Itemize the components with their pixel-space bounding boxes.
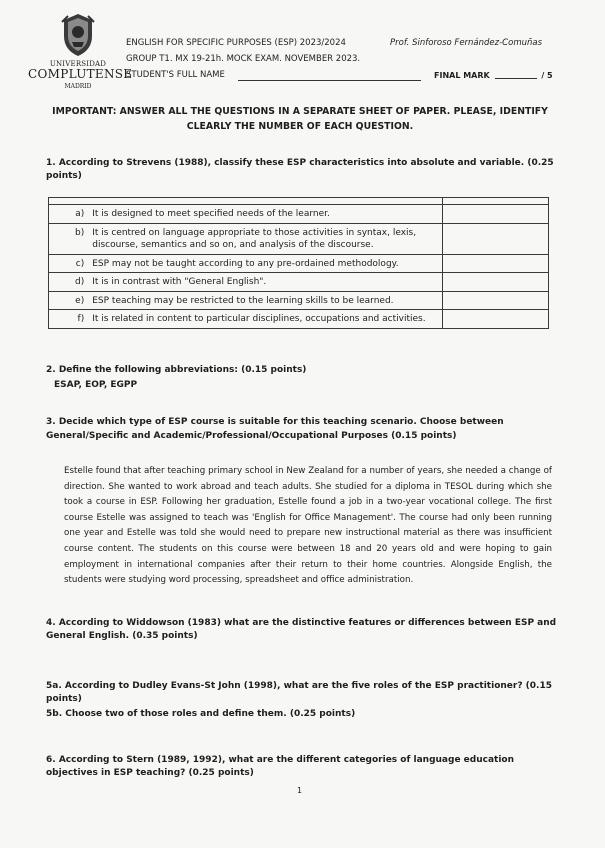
university-crest-icon bbox=[58, 12, 98, 58]
answer-cell[interactable] bbox=[443, 223, 549, 254]
question-4: 4. According to Widdowson (1983) what are the distinctive features or differences between ESP and General English. (0.35 points) bbox=[46, 618, 557, 641]
item-letter: e) bbox=[49, 291, 89, 310]
group-exam-info: GROUP T1. MX 19-21h. MOCK EXAM. NOVEMBER 2023. bbox=[126, 54, 361, 64]
item-letter: b) bbox=[49, 223, 89, 254]
item-text: It is related in content to particular disciplines, occupations and activities. bbox=[88, 310, 442, 329]
item-text: It is in contrast with "General English". bbox=[88, 273, 442, 292]
question-5a: 5a. According to Dudley Evans-St John (1998), what are the five roles of the ESP practitioner? (0.15 points) bbox=[46, 681, 553, 704]
item-text: It is designed to meet specified needs of the learner. bbox=[88, 205, 442, 224]
final-mark-label: FINAL MARK bbox=[434, 71, 490, 80]
item-text: It is centred on language appropriate to those activities in syntax, lexis, discourse, semantics and so on, and analysis of the discourse. bbox=[88, 223, 442, 254]
table-row bbox=[49, 205, 549, 224]
table-row bbox=[49, 223, 549, 254]
question-5b: 5b. Choose two of those roles and define them. (0.25 points) bbox=[46, 709, 356, 719]
question-1: 1. According to Strevens (1988), classify these ESP characteristics into absolute and variable. (0.25 points) bbox=[46, 158, 554, 181]
table-row bbox=[49, 273, 549, 292]
answer-cell[interactable] bbox=[443, 254, 549, 273]
item-text: ESP may not be taught according to any pre-ordained methodology. bbox=[88, 254, 442, 273]
university-name-top: UNIVERSIDAD bbox=[49, 60, 107, 68]
course-title: ENGLISH FOR SPECIFIC PURPOSES (ESP) 2023/2024 bbox=[126, 38, 346, 48]
question-6: 6. According to Stern (1989, 1992), what are the different categories of language education objectives in ESP teaching? (0.25 points) bbox=[46, 755, 515, 778]
item-letter: a) bbox=[49, 205, 89, 224]
answer-cell[interactable] bbox=[443, 291, 549, 310]
abbreviations-list: ESAP, EOP, EGPP bbox=[54, 380, 138, 390]
answer-cell[interactable] bbox=[443, 310, 549, 329]
question-2: 2. Define the following abbreviations: (0.15 points) bbox=[46, 365, 307, 375]
university-name-main: COMPLUTENSE bbox=[28, 67, 133, 81]
item-text: ESP teaching may be restricted to the learning skills to be learned. bbox=[88, 291, 442, 310]
table-row bbox=[49, 310, 549, 329]
student-name-field[interactable] bbox=[238, 80, 421, 81]
final-mark bbox=[434, 71, 553, 80]
table-row bbox=[49, 254, 549, 273]
table-row bbox=[49, 291, 549, 310]
item-letter: d) bbox=[49, 273, 89, 292]
final-mark-total: / 5 bbox=[541, 71, 553, 80]
professor-name: Prof. Sinforoso Fernández-Comuñas bbox=[390, 38, 543, 48]
answer-cell[interactable] bbox=[443, 273, 549, 292]
item-letter: f) bbox=[49, 310, 89, 329]
important-instructions: IMPORTANT: ANSWER ALL THE QUESTIONS IN A SEPARATE SHEET OF PAPER. PLEASE, IDENTIFY CLEARLY THE NUMBER OF EACH QUESTION. bbox=[52, 106, 548, 132]
student-name-label: STUDENT'S FULL NAME bbox=[126, 70, 225, 80]
characteristics-table bbox=[48, 197, 549, 329]
question-3: 3. Decide which type of ESP course is suitable for this teaching scenario. Choose between General/Specific and Academic/Professional/Occupational Purposes (0.15 points) bbox=[46, 417, 504, 441]
scenario-passage: Estelle found that after teaching primary school in New Zealand for a number of years, she needed a change of direction. She wanted to work abroad and teach adults. She studied for a diploma in TESOL during which she took a course in ESP. Following her graduation, Estelle found a job in a two-year vocational college. The first course Estelle was assigned to teach was 'English for Office Management'. The course had only been running one year and Estelle was told she would need to prepare new instructional material as there was insufficient course content. The students on this course were between 18 and 20 years old and were hoping to gain employment in international companies after their return to their home countries. Alongside English, the students were studying word processing, spreadsheet and office administration. bbox=[64, 466, 552, 586]
answer-cell[interactable] bbox=[443, 205, 549, 224]
page-number: 1 bbox=[297, 786, 303, 795]
table-row bbox=[49, 198, 549, 205]
item-letter: c) bbox=[49, 254, 89, 273]
university-city: MADRID bbox=[64, 83, 92, 90]
final-mark-field[interactable] bbox=[495, 78, 537, 79]
